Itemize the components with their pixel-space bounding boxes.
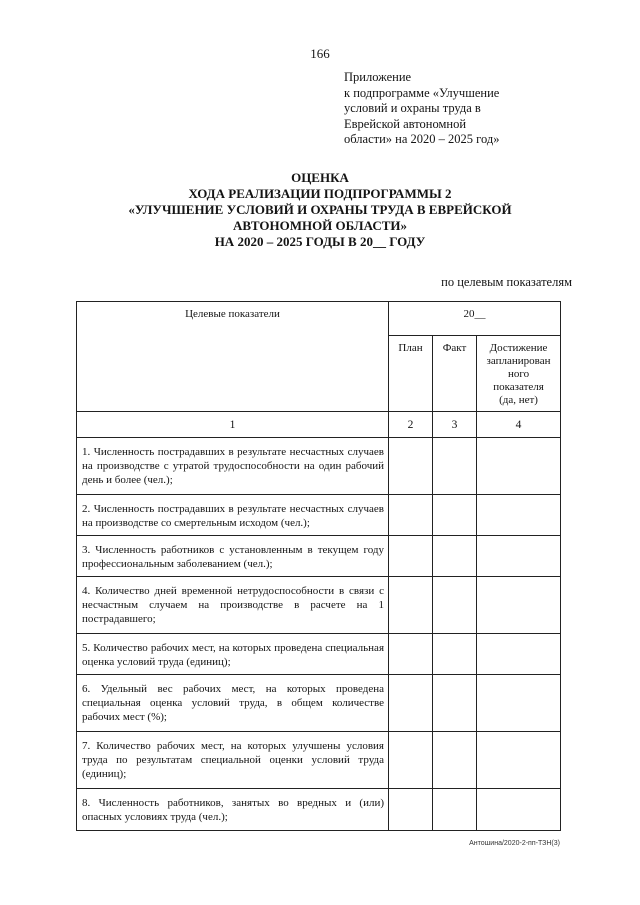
appendix-line: Еврейской автономной: [344, 116, 467, 131]
title-line: НА 2020 – 2025 ГОДЫ В 20__ ГОДУ: [214, 234, 426, 249]
achievement-cell: [477, 577, 561, 634]
indicator-cell: 4. Количество дней временной нетрудоспособности в связи с несчастным случаем на производстве в расчете на 1 пострадавшего;: [77, 577, 389, 634]
indicator-cell: 2. Численность пострадавших в результате несчастных случаев на производстве со смертельным исходом (чел.);: [77, 495, 389, 536]
column-number: 1: [77, 412, 389, 438]
table-row: [77, 789, 561, 831]
header-achievement: [477, 336, 561, 412]
achievement-cell: [477, 675, 561, 732]
column-number-row: [77, 412, 561, 438]
header-achievement-line: запланирован: [486, 355, 551, 367]
plan-cell: [389, 634, 433, 675]
header-plan: План: [389, 336, 433, 412]
appendix-line: условий и охраны труда в: [344, 101, 481, 115]
title-line: «УЛУЧШЕНИЕ УСЛОВИЙ И ОХРАНЫ ТРУДА В ЕВРЕЙСКОЙ: [128, 202, 512, 217]
fact-cell: [433, 438, 477, 495]
achievement-cell: [477, 495, 561, 536]
plan-cell: [389, 789, 433, 831]
indicator-cell: 1. Численность пострадавших в результате несчастных случаев на производстве с утратой трудоспособности на один рабочий день и более (чел.);: [77, 438, 389, 495]
fact-cell: [433, 495, 477, 536]
title-line: ХОДА РЕАЛИЗАЦИИ ПОДПРОГРАММЫ 2: [188, 186, 452, 201]
column-number: 2: [389, 412, 433, 438]
plan-cell: [389, 438, 433, 495]
indicators-note: по целевым показателям: [441, 275, 572, 289]
header-year: 20__: [389, 302, 561, 336]
header-indicators: Целевые показатели: [77, 302, 389, 412]
achievement-cell: [477, 789, 561, 831]
appendix-line: к подпрограмме «Улучшение: [344, 85, 500, 100]
appendix-note: [344, 70, 604, 148]
header-achievement-line: показателя: [493, 381, 544, 393]
document-title: [0, 170, 640, 250]
page-number: 166: [310, 46, 330, 61]
fact-cell: [433, 634, 477, 675]
table-row: [77, 438, 561, 495]
fact-cell: [433, 536, 477, 577]
plan-cell: [389, 732, 433, 789]
achievement-cell: [477, 634, 561, 675]
plan-cell: [389, 495, 433, 536]
indicators-table: [76, 301, 561, 831]
fact-cell: [433, 577, 477, 634]
indicator-cell: 6. Удельный вес рабочих мест, на которых проведена специальная оценка условий труда, в общем количестве рабочих мест (%);: [77, 675, 389, 732]
header-fact: Факт: [433, 336, 477, 412]
table-row: [77, 577, 561, 634]
plan-cell: [389, 536, 433, 577]
plan-cell: [389, 577, 433, 634]
document-code: Антошина/2020-2-пп-ТЗН(3): [469, 840, 560, 847]
achievement-cell: [477, 536, 561, 577]
achievement-cell: [477, 732, 561, 789]
appendix-line: области» на 2020 – 2025 год»: [344, 132, 500, 146]
header-achievement-line: (да, нет): [499, 394, 538, 406]
column-number: 3: [433, 412, 477, 438]
column-number: 4: [477, 412, 561, 438]
indicator-cell: 7. Количество рабочих мест, на которых улучшены условия труда по результатам специальной оценки условий труда (единиц);: [77, 732, 389, 789]
achievement-cell: [477, 438, 561, 495]
table-row: [77, 495, 561, 536]
fact-cell: [433, 732, 477, 789]
appendix-line: Приложение: [344, 70, 412, 84]
indicator-cell: 5. Количество рабочих мест, на которых проведена специальная оценка условий труда (единиц);: [77, 634, 389, 675]
table-header-row: [77, 302, 561, 336]
title-line: ОЦЕНКА: [291, 170, 349, 185]
plan-cell: [389, 675, 433, 732]
header-achievement-line: Достижение: [489, 342, 548, 354]
indicator-cell: 8. Численность работников, занятых во вредных и (или) опасных условиях труда (чел.);: [77, 789, 389, 831]
title-line: АВТОНОМНОЙ ОБЛАСТИ»: [232, 218, 408, 233]
table-row: [77, 732, 561, 789]
table-row: [77, 536, 561, 577]
fact-cell: [433, 675, 477, 732]
table-row: [77, 675, 561, 732]
indicator-cell: 3. Численность работников с установленным в текущем году профессиональным заболеванием (чел.);: [77, 536, 389, 577]
header-achievement-line: ного: [507, 368, 530, 380]
table-row: [77, 634, 561, 675]
fact-cell: [433, 789, 477, 831]
